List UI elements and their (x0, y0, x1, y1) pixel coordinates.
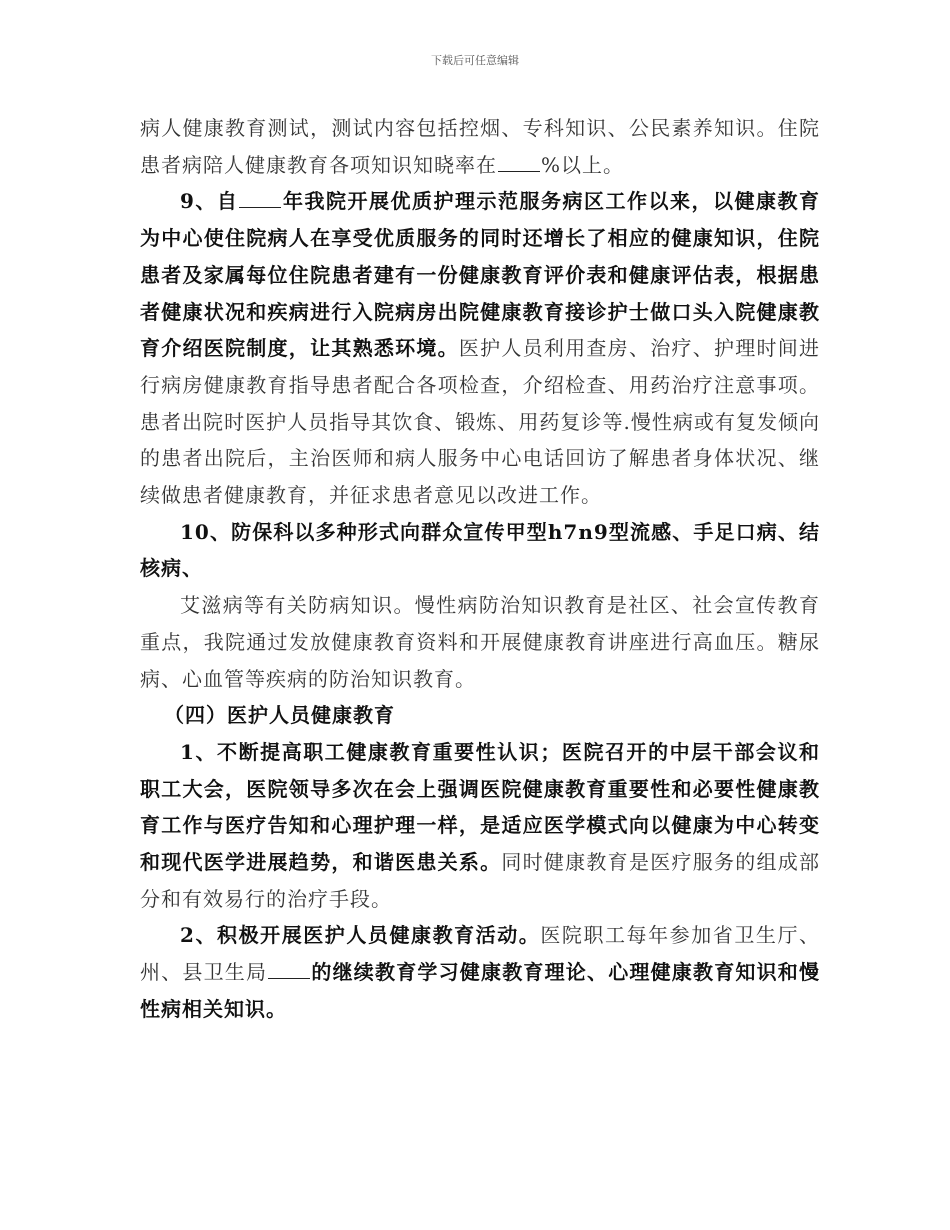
paragraph-2-lead: 9、自 (180, 189, 239, 214)
document-body (140, 110, 820, 1028)
page-header: 下载后可任意编辑 (431, 54, 519, 67)
paragraph-1-tail: %以上。 (541, 152, 625, 177)
paragraph-4: 艾滋病等有关防病知识。慢性病防治知识教育是社区、社会宣传教育重点，我院通过发放健康教育资料和开展健康教育讲座进行高血压。糖尿病、心血管等疾病的防治知识教育。 (140, 593, 820, 691)
paragraph-7-normal: 医院职工每年参加省卫生厅、州、县卫生局 (140, 923, 820, 985)
paragraph-7-bold: 的继续教育学习健康教育理论、心理健康教育知识和慢性病相关知识。 (140, 960, 821, 1021)
paragraph-7-lead: 2、积极开展医护人员健康教育活动。 (180, 923, 541, 948)
paragraph-6 (140, 734, 820, 918)
fill-in-blank (239, 206, 281, 208)
fill-in-blank (498, 170, 540, 172)
section-heading: （四）医护人员健康教育 (164, 703, 395, 728)
paragraph-2 (140, 183, 820, 513)
paragraph-6-normal: 同时健康教育是医疗服务的组成部分和有效易行的治疗手段。 (140, 850, 821, 911)
paragraph-6-bold: 1、不断提高职工健康教育重要性认识；医院召开的中层干部会议和职工大会，医院领导多次在会上强调医院健康教育重要性和必要性健康教育工作与医疗告知和心理护理一样，是适应医学模式向以健康为中心转变和现代医学进展趋势，和谐医患关系。 (140, 739, 820, 875)
paragraph-2-normal: 医护人员利用查房、治疗、护理时间进行病房健康教育指导患者配合各项检查，介绍检查、用药治疗注意事项。患者出院时医护人员指导其饮食、锻炼、用药复诊等.慢性病或有复发倾向的患者出院后，主治医师和病人服务中心电话回访了解患者身体状况、继续做患者健康教育，并征求患者意见以改进工作。 (140, 336, 821, 508)
paragraph-2-bold: 年我院开展优质护理示范服务病区工作以来，以健康教育为中心使住院病人在享受优质服务的同时还增长了相应的健康知识，住院患者及家属每位住院患者建有一份健康教育评价表和健康评估表，根据患者健康状况和疾病进行入院病房出院健康教育接诊护士做口头入院健康教育介绍医院制度，让其熟悉环境。 (140, 189, 821, 361)
paragraph-1-text: 病人健康教育测试，测试内容包括控烟、专科知识、公民素养知识。住院患者病陪人健康教育各项知识知晓率在 (140, 116, 820, 177)
paragraph-7 (140, 917, 820, 1027)
paragraph-1 (140, 110, 820, 183)
paragraph-3: 10、防保科以多种形式向群众宣传甲型h7n9型流感、手足口病、结核病、 (140, 519, 820, 581)
fill-in-blank (268, 977, 310, 979)
